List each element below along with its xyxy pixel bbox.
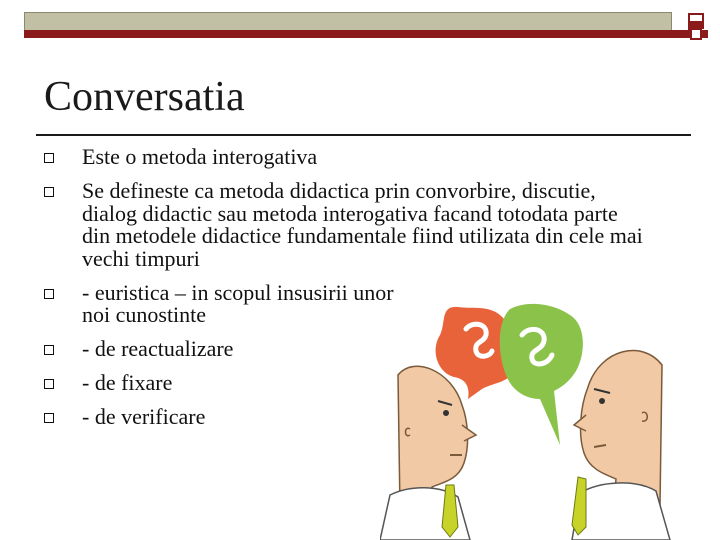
bullet-item: Se defineste ca metoda didactica prin convorbire, discutie, dialog didactic sau metoda interogativa facand totodata parte din metodele didactice fundamentale fiind utilizata din cele mai vechi timpuri — [44, 180, 644, 270]
square-bullet-icon — [44, 153, 54, 163]
slide-title: Conversatia — [44, 74, 245, 120]
bullet-item: - euristica – in scopul insusirii unor noi cunostinte — [44, 282, 412, 327]
bullet-item: - de reactualizare — [44, 338, 644, 361]
corner-square-small-icon — [690, 28, 702, 40]
right-tie — [572, 477, 586, 535]
bullet-list — [44, 146, 644, 440]
bullet-item: - de verificare — [44, 406, 644, 429]
bullet-item: Este o metoda interogativa — [44, 146, 644, 169]
square-bullet-icon — [44, 379, 54, 389]
square-bullet-icon — [44, 345, 54, 355]
bullet-item: - de fixare — [44, 372, 644, 395]
square-bullet-icon — [44, 413, 54, 423]
title-divider — [36, 134, 691, 136]
square-bullet-icon — [44, 187, 54, 197]
square-bullet-icon — [44, 289, 54, 299]
header-accent-stripe — [24, 30, 708, 38]
